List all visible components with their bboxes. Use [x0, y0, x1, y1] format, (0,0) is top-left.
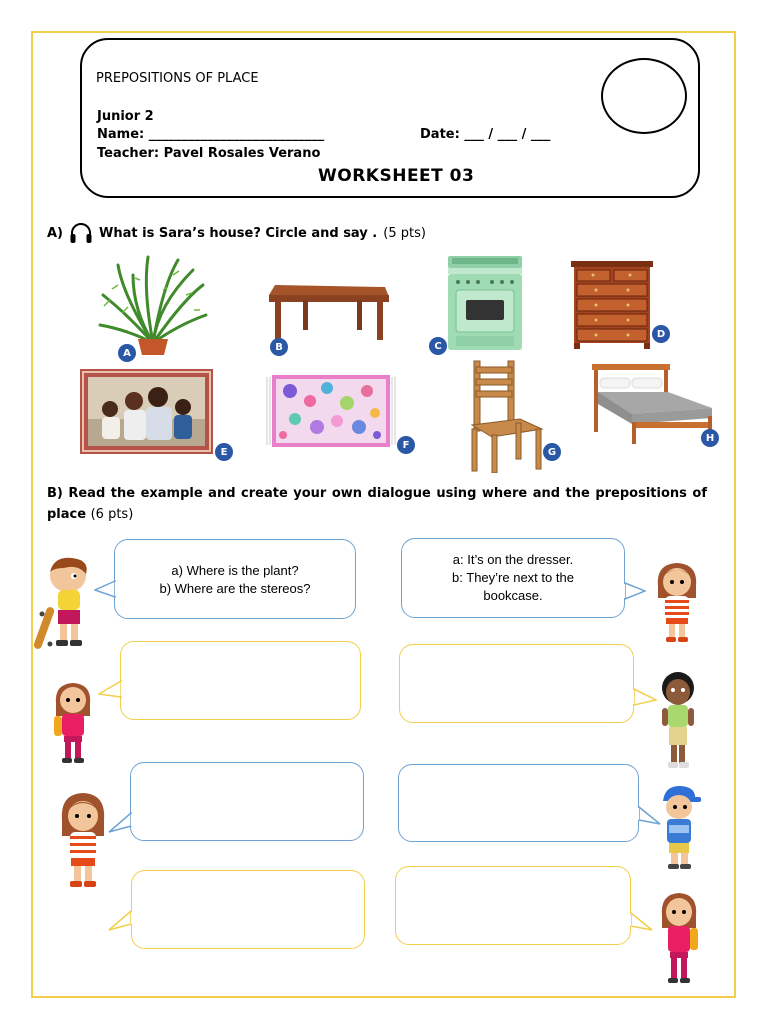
section-b-instruction: B) Read the example and create your own dialogue using where and the prepositions of place	[47, 486, 707, 522]
example-question-text	[114, 562, 356, 598]
plant-picture[interactable]	[98, 255, 208, 357]
rug-picture[interactable]	[265, 373, 397, 449]
teacher-label: Teacher: Pavel Rosales Verano	[97, 146, 321, 161]
dialogue-bubble-3-left[interactable]	[131, 870, 365, 949]
girl-backpack-icon	[656, 890, 702, 986]
example-question-a: a) Where is the plant?	[171, 563, 299, 578]
example-answer-a: a: It’s on the dresser.	[452, 552, 574, 567]
badge-d: D	[652, 325, 670, 343]
example-answer-b: b: They’re next to the	[452, 570, 574, 585]
bubble-tail	[108, 910, 134, 934]
badge-f: F	[397, 436, 415, 454]
dialogue-bubble-2-left[interactable]	[130, 762, 364, 841]
girl-icon	[58, 790, 108, 890]
picture-frame-icon	[80, 369, 213, 454]
chair-icon	[468, 359, 544, 473]
family-photo-picture[interactable]	[80, 369, 213, 454]
table-icon	[265, 283, 391, 341]
headphones-icon	[69, 222, 93, 244]
section-a-points: (5 pts)	[383, 225, 426, 241]
stove-picture[interactable]	[446, 254, 524, 354]
dialogue-bubble-1-right[interactable]	[399, 644, 634, 723]
grade-circle	[601, 58, 687, 134]
badge-c: C	[429, 337, 447, 355]
dialogue-bubble-2-right[interactable]	[398, 764, 639, 842]
bubble-tail	[631, 688, 657, 708]
bubble-tail	[98, 680, 124, 700]
bed-icon	[588, 362, 714, 444]
section-a-heading	[47, 222, 426, 244]
section-a-label: A)	[47, 225, 64, 241]
dialogue-bubble-3-right[interactable]	[395, 866, 631, 945]
stove-icon	[446, 254, 524, 354]
boy-curly-hair-icon	[656, 668, 702, 772]
example-answer-text	[401, 551, 625, 605]
rug-icon	[265, 373, 397, 449]
section-b-points: (6 pts)	[90, 507, 134, 522]
badge-h: H	[701, 429, 719, 447]
bubble-tail	[622, 582, 646, 602]
example-question-b: b) Where are the stereos?	[159, 581, 311, 596]
badge-a: A	[118, 344, 136, 362]
level-label: Junior 2	[97, 109, 154, 124]
girl-icon	[652, 560, 702, 644]
dialogue-bubble-1-left[interactable]	[120, 641, 361, 720]
girl-backpack-icon	[50, 680, 96, 766]
worksheet-topic: PREPOSITIONS OF PLACE	[96, 71, 259, 86]
worksheet-title: WORKSHEET 03	[318, 166, 475, 186]
plant-icon	[98, 255, 208, 357]
table-picture[interactable]	[265, 283, 391, 341]
bubble-tail	[628, 912, 654, 934]
name-field[interactable]: Name: ___________________________	[97, 127, 325, 142]
date-field[interactable]: Date: ___ / ___ / ___	[420, 127, 551, 142]
chair-picture[interactable]	[468, 359, 544, 473]
section-b-heading	[47, 483, 707, 525]
bed-picture[interactable]	[588, 362, 714, 444]
badge-g: G	[543, 443, 561, 461]
dresser-icon	[571, 261, 653, 349]
badge-e: E	[215, 443, 233, 461]
section-a-question: What is Sara’s house? Circle and say .	[99, 225, 378, 241]
boy-cap-icon	[655, 783, 703, 871]
badge-b: B	[270, 338, 288, 356]
bubble-tail	[108, 812, 134, 836]
example-answer-b-cont: bookcase.	[483, 588, 543, 603]
dresser-picture[interactable]	[571, 261, 653, 349]
boy-skateboard-icon	[34, 554, 98, 654]
